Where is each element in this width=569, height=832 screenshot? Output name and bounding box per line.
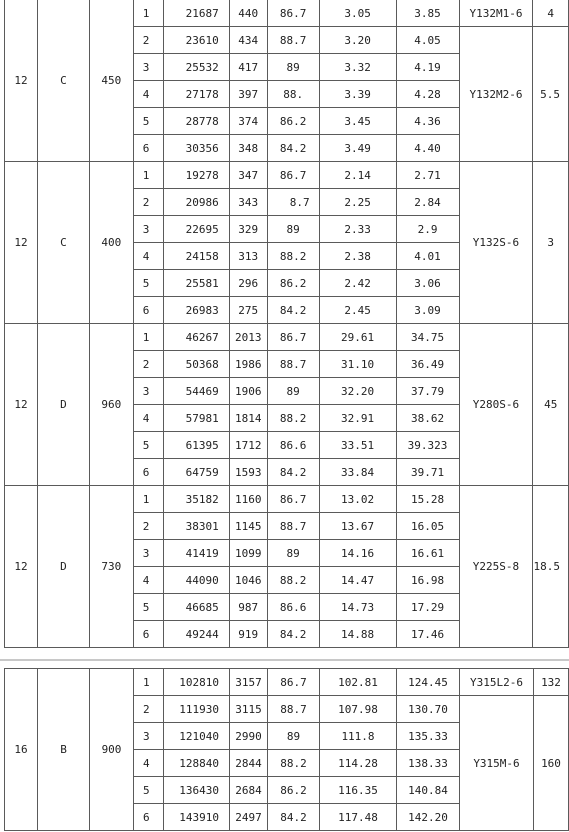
speed-cell: 900	[90, 669, 134, 831]
pressure-cell: 374	[229, 108, 267, 135]
flow-cell: 30356	[163, 135, 229, 162]
grade-cell: C	[37, 0, 89, 162]
shaft-power-cell: 31.10	[319, 351, 396, 378]
shaft-power-cell: 2.33	[319, 216, 396, 243]
flow-cell: 26983	[163, 297, 229, 324]
motor-model-cell: Y315M-6	[460, 696, 534, 831]
grade-cell: D	[37, 486, 89, 648]
required-power-cell: 37.79	[396, 378, 459, 405]
flow-cell: 25581	[163, 270, 229, 297]
flow-cell: 102810	[164, 669, 230, 696]
required-power-cell: 39.71	[396, 459, 459, 486]
flow-cell: 64759	[163, 459, 229, 486]
flow-cell: 22695	[163, 216, 229, 243]
required-power-cell: 38.62	[396, 405, 459, 432]
pressure-cell: 1712	[229, 432, 267, 459]
row-number: 2	[133, 189, 163, 216]
required-power-cell: 16.61	[396, 540, 459, 567]
pole-cell: 12	[5, 486, 38, 648]
flow-cell: 25532	[163, 54, 229, 81]
required-power-cell: 17.29	[396, 594, 459, 621]
required-power-cell: 130.70	[397, 696, 460, 723]
required-power-cell: 124.45	[397, 669, 460, 696]
table-row	[5, 324, 569, 351]
pressure-cell: 2844	[230, 750, 268, 777]
grade-cell: C	[37, 162, 89, 324]
shaft-power-cell: 2.38	[319, 243, 396, 270]
required-power-cell: 4.36	[396, 108, 459, 135]
required-power-cell: 17.46	[396, 621, 459, 648]
flow-cell: 121040	[164, 723, 230, 750]
flow-cell: 41419	[163, 540, 229, 567]
fan-performance-table-bottom	[4, 668, 569, 831]
efficiency-cell: 86.6	[267, 432, 319, 459]
flow-cell: 23610	[163, 27, 229, 54]
shaft-power-cell: 3.39	[319, 81, 396, 108]
row-number: 2	[133, 513, 163, 540]
flow-cell: 57981	[163, 405, 229, 432]
required-power-cell: 3.85	[396, 0, 459, 27]
pressure-cell: 397	[229, 81, 267, 108]
efficiency-cell: 88.2	[268, 750, 320, 777]
row-number: 3	[133, 54, 163, 81]
row-number: 4	[133, 567, 163, 594]
efficiency-cell: 88.2	[267, 405, 319, 432]
pressure-cell: 2684	[230, 777, 268, 804]
pole-cell: 12	[5, 324, 38, 486]
efficiency-cell: 88.	[267, 81, 319, 108]
efficiency-cell: 84.2	[267, 297, 319, 324]
motor-power-cell: 4	[533, 0, 569, 27]
row-number: 1	[134, 669, 164, 696]
pressure-cell: 2990	[230, 723, 268, 750]
shaft-power-cell: 116.35	[320, 777, 397, 804]
pressure-cell: 1099	[229, 540, 267, 567]
row-number: 4	[133, 243, 163, 270]
flow-cell: 35182	[163, 486, 229, 513]
efficiency-cell: 86.2	[267, 108, 319, 135]
row-number: 2	[133, 27, 163, 54]
flow-cell: 46267	[163, 324, 229, 351]
efficiency-cell: 88.7	[267, 351, 319, 378]
row-number: 5	[133, 594, 163, 621]
pressure-cell: 275	[229, 297, 267, 324]
shaft-power-cell: 3.05	[319, 0, 396, 27]
pole-cell: 12	[5, 0, 38, 162]
required-power-cell: 4.05	[396, 27, 459, 54]
pressure-cell: 1145	[229, 513, 267, 540]
row-number: 6	[133, 135, 163, 162]
row-number: 3	[133, 216, 163, 243]
pressure-cell: 329	[229, 216, 267, 243]
required-power-cell: 2.84	[396, 189, 459, 216]
efficiency-cell: 86.7	[268, 669, 320, 696]
shaft-power-cell: 3.49	[319, 135, 396, 162]
pressure-cell: 2013	[229, 324, 267, 351]
efficiency-cell: 88.2	[267, 567, 319, 594]
required-power-cell: 4.28	[396, 81, 459, 108]
required-power-cell: 34.75	[396, 324, 459, 351]
flow-cell: 143910	[164, 804, 230, 831]
speed-cell: 400	[89, 162, 133, 324]
pressure-cell: 1046	[229, 567, 267, 594]
required-power-cell: 2.71	[396, 162, 459, 189]
grade-cell: B	[38, 669, 90, 831]
row-number: 5	[134, 777, 164, 804]
flow-cell: 27178	[163, 81, 229, 108]
pole-cell: 16	[5, 669, 38, 831]
pressure-cell: 1814	[229, 405, 267, 432]
row-number: 1	[133, 486, 163, 513]
shaft-power-cell: 107.98	[320, 696, 397, 723]
table-row	[5, 669, 569, 696]
speed-cell: 960	[89, 324, 133, 486]
flow-cell: 44090	[163, 567, 229, 594]
required-power-cell: 3.09	[396, 297, 459, 324]
pressure-cell: 434	[229, 27, 267, 54]
motor-power-cell: 5.5	[533, 27, 569, 162]
row-number: 2	[134, 696, 164, 723]
required-power-cell: 138.33	[397, 750, 460, 777]
shaft-power-cell: 14.16	[319, 540, 396, 567]
efficiency-cell: 86.7	[267, 486, 319, 513]
motor-power-cell: 45	[533, 324, 569, 486]
required-power-cell: 39.323	[396, 432, 459, 459]
row-number: 1	[133, 0, 163, 27]
motor-power-cell: 18.5	[533, 486, 569, 648]
page-break-divider	[0, 659, 569, 661]
flow-cell: 128840	[164, 750, 230, 777]
efficiency-cell: 88.7	[268, 696, 320, 723]
row-number: 4	[134, 750, 164, 777]
row-number: 3	[133, 540, 163, 567]
efficiency-cell: 89	[267, 54, 319, 81]
required-power-cell: 4.19	[396, 54, 459, 81]
efficiency-cell: 89	[267, 378, 319, 405]
flow-cell: 21687	[163, 0, 229, 27]
row-number: 1	[133, 162, 163, 189]
row-number: 5	[133, 108, 163, 135]
row-number: 6	[133, 459, 163, 486]
required-power-cell: 4.01	[396, 243, 459, 270]
efficiency-cell: 86.7	[267, 0, 319, 27]
flow-cell: 19278	[163, 162, 229, 189]
required-power-cell: 16.05	[396, 513, 459, 540]
shaft-power-cell: 2.42	[319, 270, 396, 297]
efficiency-cell: 84.2	[267, 459, 319, 486]
required-power-cell: 15.28	[396, 486, 459, 513]
row-number: 4	[133, 405, 163, 432]
flow-cell: 49244	[163, 621, 229, 648]
efficiency-cell: 86.2	[267, 270, 319, 297]
pressure-cell: 440	[229, 0, 267, 27]
shaft-power-cell: 2.25	[319, 189, 396, 216]
flow-cell: 61395	[163, 432, 229, 459]
required-power-cell: 3.06	[396, 270, 459, 297]
pressure-cell: 347	[229, 162, 267, 189]
pressure-cell: 987	[229, 594, 267, 621]
required-power-cell: 16.98	[396, 567, 459, 594]
row-number: 6	[134, 804, 164, 831]
pressure-cell: 1986	[229, 351, 267, 378]
row-number: 3	[133, 378, 163, 405]
row-number: 6	[133, 621, 163, 648]
fan-performance-table-top	[4, 0, 569, 648]
speed-cell: 730	[89, 486, 133, 648]
pressure-cell: 313	[229, 243, 267, 270]
row-number: 4	[133, 81, 163, 108]
shaft-power-cell: 114.28	[320, 750, 397, 777]
required-power-cell: 2.9	[396, 216, 459, 243]
pressure-cell: 417	[229, 54, 267, 81]
table-row	[5, 486, 569, 513]
shaft-power-cell: 32.20	[319, 378, 396, 405]
shaft-power-cell: 102.81	[320, 669, 397, 696]
shaft-power-cell: 3.20	[319, 27, 396, 54]
shaft-power-cell: 33.84	[319, 459, 396, 486]
flow-cell: 50368	[163, 351, 229, 378]
efficiency-cell: 88.7	[267, 513, 319, 540]
pressure-cell: 296	[229, 270, 267, 297]
flow-cell: 20986	[163, 189, 229, 216]
row-number: 5	[133, 270, 163, 297]
table-row	[5, 0, 569, 27]
required-power-cell: 36.49	[396, 351, 459, 378]
flow-cell: 28778	[163, 108, 229, 135]
shaft-power-cell: 13.02	[319, 486, 396, 513]
motor-power-cell: 3	[533, 162, 569, 324]
shaft-power-cell: 117.48	[320, 804, 397, 831]
row-number: 2	[133, 351, 163, 378]
efficiency-cell: 84.2	[267, 135, 319, 162]
efficiency-cell: 86.7	[267, 162, 319, 189]
shaft-power-cell: 32.91	[319, 405, 396, 432]
efficiency-cell: 89	[267, 216, 319, 243]
pole-cell: 12	[5, 162, 38, 324]
flow-cell: 46685	[163, 594, 229, 621]
shaft-power-cell: 14.47	[319, 567, 396, 594]
efficiency-cell: 86.6	[267, 594, 319, 621]
flow-cell: 111930	[164, 696, 230, 723]
row-number: 6	[133, 297, 163, 324]
required-power-cell: 135.33	[397, 723, 460, 750]
table-row	[5, 162, 569, 189]
required-power-cell: 140.84	[397, 777, 460, 804]
efficiency-cell: 89	[267, 540, 319, 567]
grade-cell: D	[37, 324, 89, 486]
motor-model-cell: Y280S-6	[459, 324, 533, 486]
efficiency-cell: 8.7	[267, 189, 319, 216]
pressure-cell: 2497	[230, 804, 268, 831]
shaft-power-cell: 14.73	[319, 594, 396, 621]
shaft-power-cell: 3.32	[319, 54, 396, 81]
row-number: 3	[134, 723, 164, 750]
pressure-cell: 343	[229, 189, 267, 216]
row-number: 5	[133, 432, 163, 459]
required-power-cell: 142.20	[397, 804, 460, 831]
shaft-power-cell: 3.45	[319, 108, 396, 135]
pressure-cell: 1160	[229, 486, 267, 513]
shaft-power-cell: 2.14	[319, 162, 396, 189]
efficiency-cell: 86.7	[267, 324, 319, 351]
efficiency-cell: 88.2	[267, 243, 319, 270]
page-break-gap	[0, 655, 569, 667]
shaft-power-cell: 29.61	[319, 324, 396, 351]
required-power-cell: 4.40	[396, 135, 459, 162]
motor-model-cell: Y132S-6	[459, 162, 533, 324]
pressure-cell: 919	[229, 621, 267, 648]
shaft-power-cell: 13.67	[319, 513, 396, 540]
shaft-power-cell: 14.88	[319, 621, 396, 648]
motor-model-cell: Y315L2-6	[460, 669, 534, 696]
flow-cell: 24158	[163, 243, 229, 270]
motor-model-cell: Y132M2-6	[459, 27, 533, 162]
pressure-cell: 1906	[229, 378, 267, 405]
flow-cell: 38301	[163, 513, 229, 540]
efficiency-cell: 88.7	[267, 27, 319, 54]
efficiency-cell: 84.2	[267, 621, 319, 648]
pressure-cell: 348	[229, 135, 267, 162]
motor-power-cell: 132	[534, 669, 569, 696]
pressure-cell: 3115	[230, 696, 268, 723]
shaft-power-cell: 111.8	[320, 723, 397, 750]
row-number: 1	[133, 324, 163, 351]
shaft-power-cell: 2.45	[319, 297, 396, 324]
efficiency-cell: 86.2	[268, 777, 320, 804]
motor-power-cell: 160	[534, 696, 569, 831]
pressure-cell: 1593	[229, 459, 267, 486]
motor-model-cell: Y225S-8	[459, 486, 533, 648]
efficiency-cell: 89	[268, 723, 320, 750]
speed-cell: 450	[89, 0, 133, 162]
flow-cell: 136430	[164, 777, 230, 804]
flow-cell: 54469	[163, 378, 229, 405]
motor-model-cell: Y132M1-6	[459, 0, 533, 27]
efficiency-cell: 84.2	[268, 804, 320, 831]
pressure-cell: 3157	[230, 669, 268, 696]
shaft-power-cell: 33.51	[319, 432, 396, 459]
